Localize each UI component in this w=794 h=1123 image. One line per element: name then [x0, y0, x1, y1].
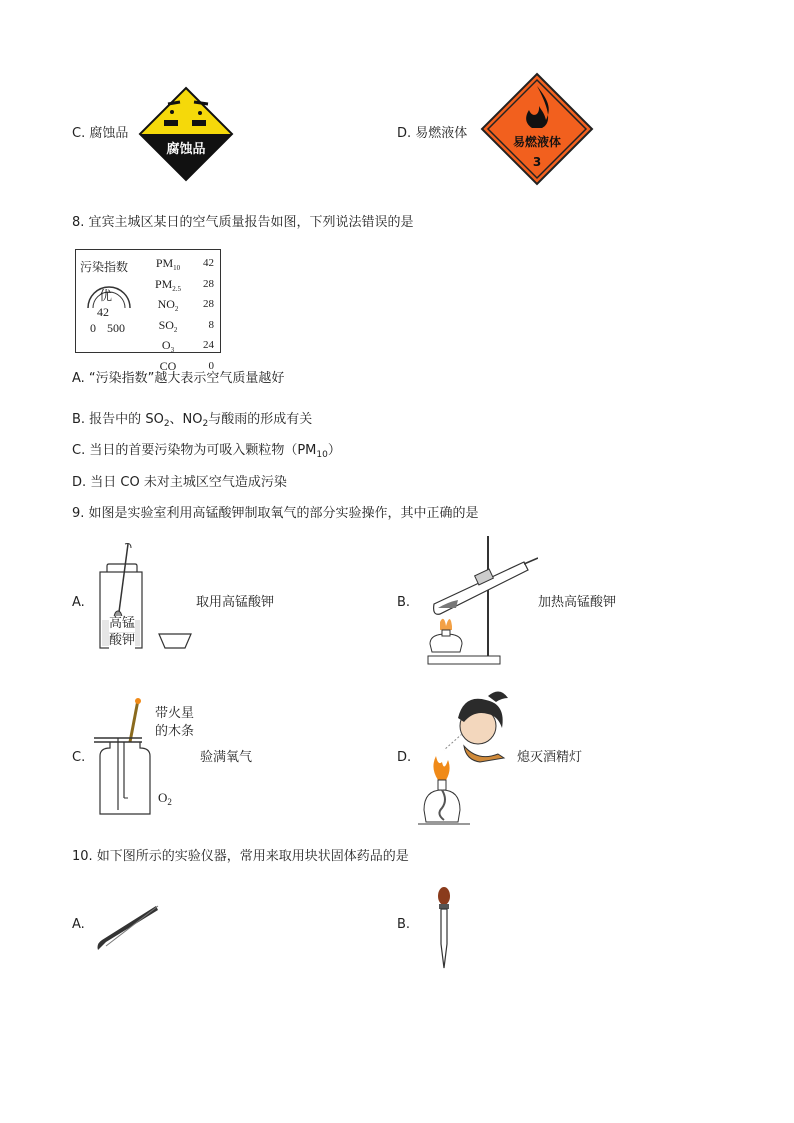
q10-a-letter: A.: [72, 917, 85, 932]
air-quality-report: [75, 249, 221, 373]
corrosive-sign-text: 腐蚀品: [166, 142, 206, 157]
q9-a-caption: 取用高锰酸钾: [196, 595, 275, 610]
q9-c-gas: $O_2$: [158, 790, 172, 807]
aq-pollutant-name: $NO_2$: [157, 297, 179, 313]
q9-c-letter: C.: [72, 750, 86, 765]
aq-pollutant-row: [148, 338, 214, 359]
flammable-liquid-hazard-sign: [480, 72, 594, 186]
flammable-sign-text: 易燃液体: [512, 135, 562, 149]
q9-d-caption: 熄灭酒精灯: [517, 750, 583, 765]
q9-d-letter: D.: [397, 750, 412, 765]
flammable-class-number: 3: [532, 155, 542, 169]
aq-pollutant-name: $PM_{2.5}$: [154, 276, 182, 293]
heating-test-tube-figure: [418, 534, 538, 668]
aq-pollutant-row: [148, 318, 214, 339]
gas-collection-bottle-figure: [94, 698, 156, 816]
q10-b-letter: B.: [397, 917, 411, 932]
q10-stem: 10. 如下图所示的实验仪器，常用来取用块状固体药品的是: [72, 849, 409, 864]
aq-grade: 优: [99, 288, 113, 303]
aq-pollutant-name: $PM_{10}$: [155, 256, 181, 272]
q9-c-caption: 验满氧气: [200, 750, 253, 765]
aq-pollutant-value: 28: [203, 277, 214, 290]
aq-pollutant-value: 0: [208, 359, 214, 372]
aq-scale-max: 500: [107, 321, 125, 335]
aq-pollutant-value: 8: [208, 318, 214, 331]
aq-pollutant-value: 28: [203, 298, 214, 310]
aq-title: 污染指数: [80, 260, 129, 274]
aq-scale-min: 0: [90, 321, 96, 335]
q7-option-d-label: D. 易燃液体: [397, 126, 468, 141]
q7-option-c-label: C. 腐蚀品: [72, 126, 129, 141]
aq-pollutant-value: 42: [203, 257, 214, 269]
q8-option-d: D. 当日 CO 未对主城区空气造成污染: [72, 475, 287, 490]
aq-pollutant-row: [148, 256, 214, 277]
q8-option-b: B. 报告中的 $SO_2$、$NO_2$与酸雨的形成有关: [72, 412, 313, 429]
reagent-bottle-label-2: 酸钾: [109, 633, 136, 648]
q8-stem: 8. 宜宾主城区某日的空气质量报告如图，下列说法错误的是: [72, 215, 414, 230]
aq-pollutant-name: $O_3$: [161, 338, 175, 354]
tweezers-icon: [92, 902, 162, 954]
aq-pollutant-value: 24: [203, 339, 214, 351]
q9-a-letter: A.: [72, 595, 85, 610]
corrosive-hazard-sign: [138, 86, 234, 182]
q9-stem: 9. 如图是实验室利用高锰酸钾制取氧气的部分实验操作，其中正确的是: [72, 506, 479, 521]
q8-option-a: A. “污染指数”越大表示空气质量越好: [72, 371, 285, 386]
aq-pollutant-row: [148, 297, 214, 318]
dropper-icon: [432, 884, 456, 970]
aq-pollutant-name: $SO_2$: [158, 317, 178, 334]
aq-index: 42: [97, 305, 109, 319]
reagent-bottle-label-1: 高锰: [109, 616, 136, 631]
q9-b-caption: 加热高锰酸钾: [538, 595, 617, 610]
q9-b-letter: B.: [397, 595, 411, 610]
q8-option-c: C. 当日的首要污染物为可吸入颗粒物$(PM_{10})$: [72, 443, 341, 460]
q9-c-note-1: 带火星: [155, 706, 195, 721]
q9-c-note-2: 的木条: [155, 724, 195, 739]
aq-pollutant-list: [148, 256, 214, 379]
blowing-alcohol-lamp-figure: [418, 688, 512, 828]
aq-pollutant-name: CO: [159, 358, 177, 373]
aq-pollutant-row: [148, 277, 214, 298]
